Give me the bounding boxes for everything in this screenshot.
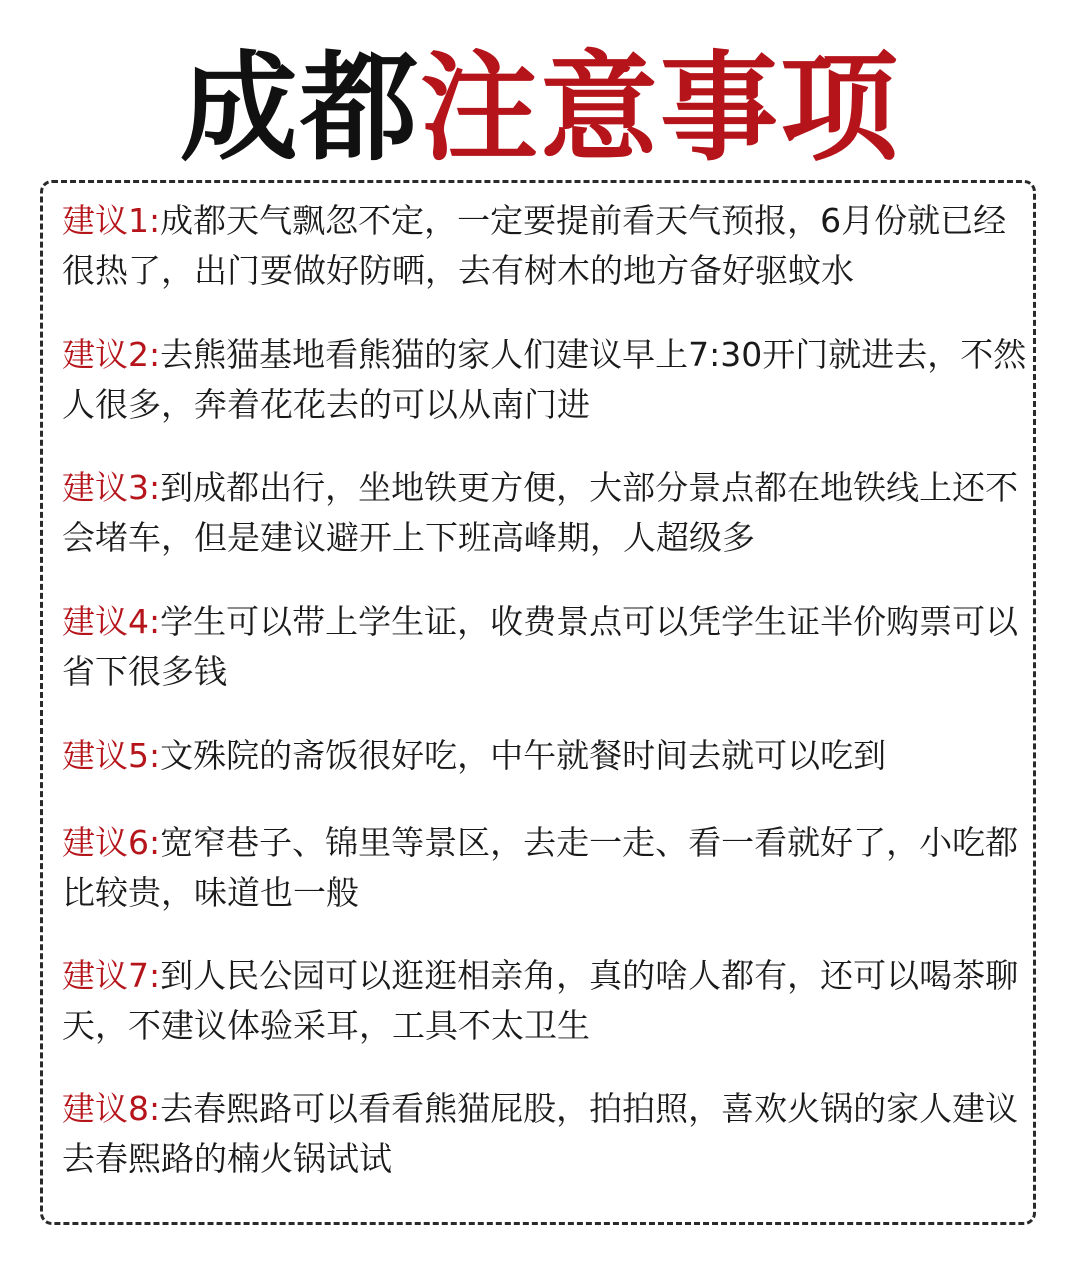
tip-text: 宽窄巷子、锦里等景区，去走一走、看一看就好了，小吃都比较贵，味道也一般 [62,823,1019,912]
tip-text: 成都天气飘忽不定，一定要提前看天气预报，6月份就已经很热了，出门要做好防晒，去有树木的地方备好驱蚊水 [62,201,1007,290]
page-title [0,38,1080,178]
tip-text: 到人民公园可以逛逛相亲角，真的啥人都有，还可以喝茶聊天，不建议体验采耳，工具不太卫生 [62,956,1019,1045]
tip-label: 建议3: [62,468,161,507]
title-city: 成都 [179,39,420,177]
tip-item-4 [62,597,1032,697]
tip-label: 建议8: [62,1089,161,1128]
tip-label: 建议6: [62,823,161,862]
tip-label: 建议1: [62,201,161,240]
tip-item-1 [62,196,1032,296]
tip-item-2 [62,330,1032,430]
tip-label: 建议4: [62,602,161,641]
tip-label: 建议5: [62,736,161,775]
tip-item-6 [62,818,1032,918]
tip-text: 去熊猫基地看熊猫的家人们建议早上7:30开门就进去，不然人很多，奔着花花去的可以从南门进 [62,335,1027,424]
tip-label: 建议7: [62,956,161,995]
tip-text: 文殊院的斋饭很好吃，中午就餐时间去就可以吃到 [160,736,887,775]
tip-text: 去春熙路可以看看熊猫屁股，拍拍照，喜欢火锅的家人建议去春熙路的楠火锅试试 [62,1089,1019,1178]
title-notes: 注意事项 [420,39,901,177]
tip-item-3 [62,463,1032,563]
tip-item-7 [62,951,1032,1051]
tip-item-8 [62,1084,1032,1184]
tip-text: 到成都出行，坐地铁更方便，大部分景点都在地铁线上还不会堵车，但是建议避开上下班高峰期，人超级多 [62,468,1019,557]
tip-label: 建议2: [62,335,161,374]
tip-text: 学生可以带上学生证，收费景点可以凭学生证半价购票可以省下很多钱 [62,602,1019,691]
tip-item-5 [62,731,1032,781]
